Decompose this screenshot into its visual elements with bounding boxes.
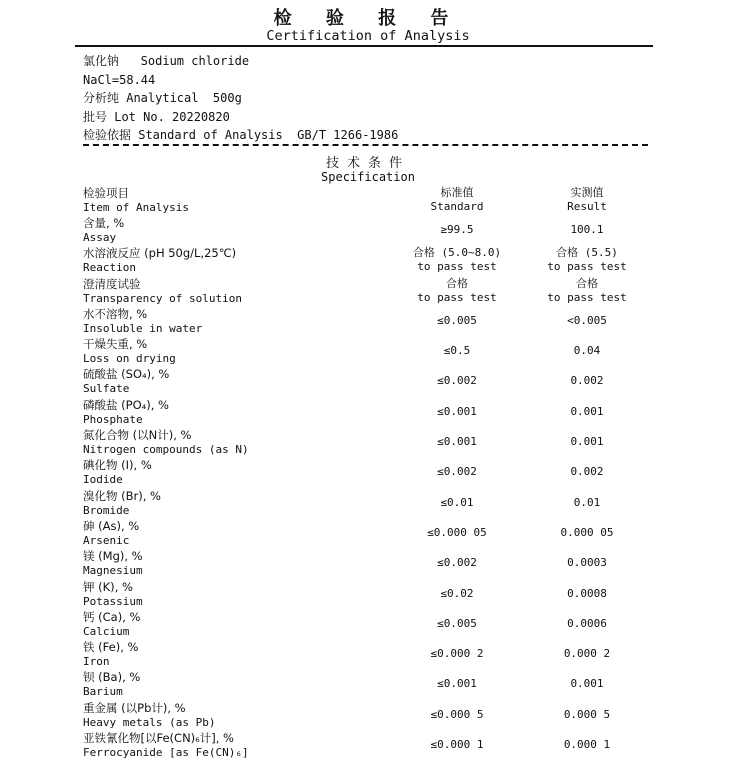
standard-value: ≤0.002 <box>437 465 477 479</box>
product-info <box>83 52 398 145</box>
item-cn: 干燥失重, % <box>83 337 148 352</box>
item-en: Calcium <box>83 624 130 638</box>
result-value: 0.002 <box>570 465 604 479</box>
standard-value: ≤0.002 <box>437 556 477 570</box>
dashed-divider <box>83 144 648 146</box>
table-row <box>83 610 663 640</box>
standard-value: ≤0.002 <box>437 374 477 388</box>
item-cn: 镁 (Mg), % <box>83 549 143 564</box>
table-row <box>83 731 663 761</box>
item-cn: 溴化物 (Br), % <box>83 488 161 503</box>
col-item-en: Item of Analysis <box>83 201 189 214</box>
table-row <box>83 398 663 428</box>
table-row <box>83 367 663 397</box>
result-value: 0.001 <box>570 677 604 691</box>
item-en: Iron <box>83 655 110 669</box>
item-en: Arsenic <box>83 533 130 547</box>
item-en: Assay <box>83 231 117 244</box>
item-cn: 铁 (Fe), % <box>83 640 139 655</box>
standard-value: ≤0.5 <box>443 344 471 358</box>
item-en: Sulfate <box>83 382 130 396</box>
result-value: 0.01 <box>573 495 601 509</box>
col-res-cn: 实测值 <box>570 186 604 199</box>
standard-value: ≤0.000 05 <box>427 525 487 539</box>
result-value: 合格 <box>576 276 598 290</box>
spec-title-cn: 技术条件 <box>325 156 410 171</box>
standard-value: 合格 <box>446 276 468 290</box>
report-subtitle: Certification of Analysis <box>266 28 470 44</box>
grade-size: 分析纯 Analytical 500g <box>83 91 242 105</box>
result-value: 0.002 <box>570 374 604 388</box>
item-cn: 碘化物 (I), % <box>83 458 152 473</box>
standard-value: ≤0.000 5 <box>430 707 484 721</box>
table-row <box>83 701 663 731</box>
table-row <box>83 670 663 700</box>
item-cn: 砷 (As), % <box>83 518 140 533</box>
result-value: <0.005 <box>567 313 607 327</box>
table-row <box>83 549 663 579</box>
result-value: 0.000 5 <box>563 707 611 721</box>
col-std-en: Standard <box>430 200 484 213</box>
item-cn: 澄清度试验 <box>83 276 141 291</box>
table-row <box>83 216 663 246</box>
standard-value: ≤0.001 <box>437 677 477 691</box>
item-en: Reaction <box>83 261 136 275</box>
lot-number: 批号 Lot No. 20220820 <box>83 109 230 124</box>
item-en: Loss on drying <box>83 352 176 366</box>
result-value: 0.000 2 <box>563 647 611 661</box>
item-cn: 氮化合物 (以N计), % <box>83 428 192 443</box>
item-cn: 水不溶物, % <box>83 306 148 321</box>
table-row <box>83 580 663 610</box>
result-value: 0.0006 <box>567 616 607 630</box>
table-row <box>83 458 663 488</box>
spec-table <box>83 186 663 761</box>
col-item-cn: 检验项目 <box>83 186 129 200</box>
result-value: 0.04 <box>573 344 601 358</box>
item-cn: 钡 (Ba), % <box>83 670 141 685</box>
item-cn: 重金属 (以Pb计), % <box>83 700 186 715</box>
standard-value: ≤0.000 2 <box>430 647 484 661</box>
table-row <box>83 337 663 367</box>
standard-note: to pass test <box>417 260 497 274</box>
item-cn: 硫酸盐 (SO₄), % <box>83 367 170 382</box>
product-name: 氯化钠 Sodium chloride <box>83 54 250 68</box>
standard-value: 合格 (5.0~8.0) <box>412 246 502 260</box>
item-cn: 磷酸盐 (PO₄), % <box>83 397 169 412</box>
item-en: Nitrogen compounds (as N) <box>83 443 249 457</box>
table-row <box>83 428 663 458</box>
item-cn: 钾 (K), % <box>83 579 133 594</box>
standard-value: ≤0.000 1 <box>430 738 484 752</box>
result-value: 0.001 <box>570 404 604 418</box>
item-cn: 含量, % <box>83 216 125 230</box>
item-en: Ferrocyanide [as Fe(CN)₆] <box>83 746 249 760</box>
table-row <box>83 246 663 276</box>
result-value: 0.0008 <box>567 586 607 600</box>
result-note: to pass test <box>547 260 627 274</box>
standard-value: ≤0.001 <box>437 404 477 418</box>
item-en: Bromide <box>83 503 130 517</box>
table-row <box>83 489 663 519</box>
table-row <box>83 640 663 670</box>
table-row <box>83 519 663 549</box>
table-row <box>83 277 663 307</box>
standard-value: ≤0.001 <box>437 435 477 449</box>
standard-value: ≤0.02 <box>440 586 474 600</box>
report-title: 检 验 报 告 <box>273 8 463 29</box>
standard-value: ≥99.5 <box>440 223 474 236</box>
result-value: 0.0003 <box>567 556 607 570</box>
table-row <box>83 307 663 337</box>
formula-weight: NaCl=58.44 <box>83 72 156 87</box>
spec-title-en: Specification <box>321 170 415 184</box>
item-cn: 水溶液反应 (pH 50g/L,25℃) <box>83 246 237 261</box>
result-value: 0.001 <box>570 435 604 449</box>
table-header <box>83 186 663 216</box>
item-cn: 钙 (Ca), % <box>83 609 141 624</box>
standard-value: ≤0.005 <box>437 313 477 327</box>
result-value: 0.000 1 <box>563 738 611 752</box>
item-en: Phosphate <box>83 412 143 426</box>
item-en: Magnesium <box>83 564 143 578</box>
standard-note: to pass test <box>417 290 497 304</box>
item-en: Insoluble in water <box>83 321 203 335</box>
item-en: Potassium <box>83 594 143 608</box>
header-rule <box>75 45 653 47</box>
item-en: Iodide <box>83 473 123 487</box>
analysis-standard: 检验依据 Standard of Analysis GB/T 1266-1986 <box>83 128 399 142</box>
result-value: 100.1 <box>570 223 604 236</box>
item-en: Heavy metals (as Pb) <box>83 715 216 729</box>
col-res-en: Result <box>567 200 607 213</box>
standard-value: ≤0.005 <box>437 616 477 630</box>
col-std-cn: 标准值 <box>440 186 474 199</box>
result-note: to pass test <box>547 290 627 304</box>
item-en: Barium <box>83 685 123 699</box>
standard-value: ≤0.01 <box>440 495 474 509</box>
item-en: Transparency of solution <box>83 291 242 305</box>
result-value: 合格 (5.5) <box>556 246 618 260</box>
item-cn: 亚铁氰化物[以Fe(CN)₆计], % <box>83 731 234 746</box>
result-value: 0.000 05 <box>560 525 614 539</box>
